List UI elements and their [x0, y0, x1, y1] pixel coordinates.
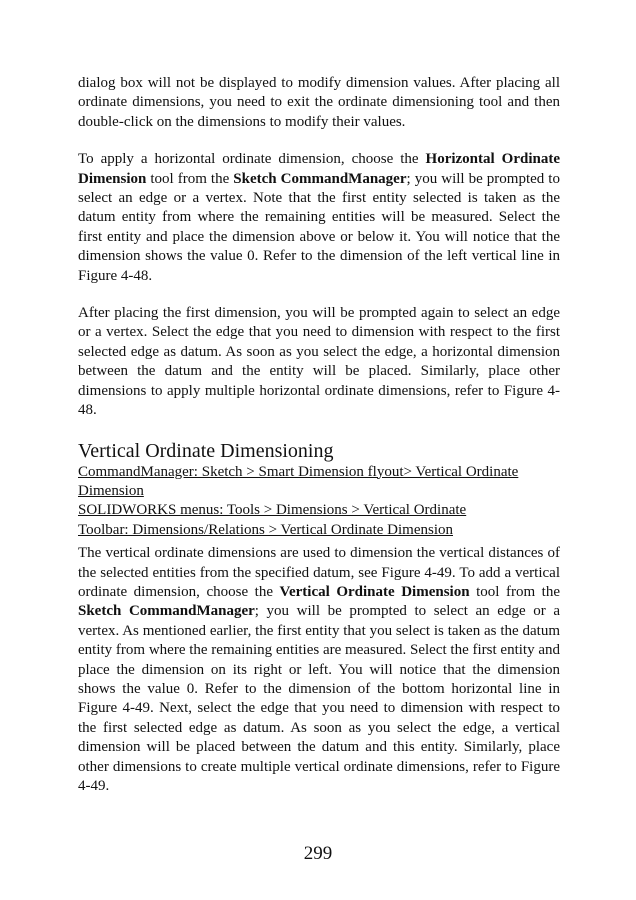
paragraph-text: tool from the [146, 170, 234, 187]
paragraph-multiple-horizontal: After placing the first dimension, you will be prompted again to select an edge or a vertex. Select the edge that you need to dimension with respect to the first selected edge as datum. As soon as you select the edge, a horizontal dimension between the datum and the entity will be placed. Similarly, place other dimensions to apply multiple horizontal ordinate dimensions, refer to Figure 4-48. [78, 305, 560, 419]
paragraph-text: ; you will be prompted to select an edge or a vertex. As mentioned earlier, the first entity that you select is taken as the datum entity from where the remaining entities are measured. Select the first entity and place the dimension on its right or left. You will notice that the dimension shows the value 0. Refer to the dimension of the bottom horizontal line in Figure 4-49. Next, select the edge that you need to dimension with respect to the first selected edge as datum. As soon as you select the edge, a vertical dimension will be placed between the datum and this entity. Similarly, place other dimensions to create multiple vertical ordinate dimensions, refer to Figure 4-49. [78, 603, 560, 794]
paragraph-text: ; you will be prompted to select an edge or a vertex. Note that the first entity selected is taken as the datum entity from where the remaining entities will be measured. Select the first entity and place the dimension above or below it. You will notice that the dimension shows the value 0. Refer to the dimension of the left vertical line in Figure 4-48. [78, 170, 560, 284]
paragraph-text: tool from the [469, 583, 560, 600]
paragraph-text: To apply a horizontal ordinate dimension, choose the [78, 151, 426, 168]
paragraph-horizontal-ordinate [78, 150, 560, 286]
page-content [78, 74, 560, 796]
tool-name-horizontal-ordinate: Horizontal Ordinate Dimension [78, 151, 560, 187]
section-heading: Vertical Ordinate Dimensioning [78, 439, 334, 462]
paragraph-text: The vertical ordinate dimensions are used to dimension the vertical distances of the selected entities from the specified datum, see Figure 4-49. To add a vertical ordinate dimension, choose the [78, 545, 560, 600]
command-path-toolbar: Toolbar: Dimensions/Relations > Vertical Ordinate Dimension [78, 521, 453, 538]
paragraph-intro-continuation: dialog box will not be displayed to modify dimension values. After placing all ordinate dimensions, you need to exit the ordinate dimensioning tool and then double-click on the dimensions to modify their values. [78, 75, 560, 130]
command-path-commandmanager: CommandManager: Sketch > Smart Dimension flyout> Vertical Ordinate Dimension [78, 463, 519, 499]
tool-name-vertical-ordinate: Vertical Ordinate Dimension [279, 583, 470, 600]
paragraph-vertical-ordinate [78, 544, 560, 796]
command-path-menus: SOLIDWORKS menus: Tools > Dimensions > Vertical Ordinate [78, 502, 467, 519]
commandmanager-name: Sketch CommandManager [78, 603, 255, 620]
page-number: 299 [303, 843, 333, 864]
commandmanager-name: Sketch CommandManager [233, 170, 407, 187]
